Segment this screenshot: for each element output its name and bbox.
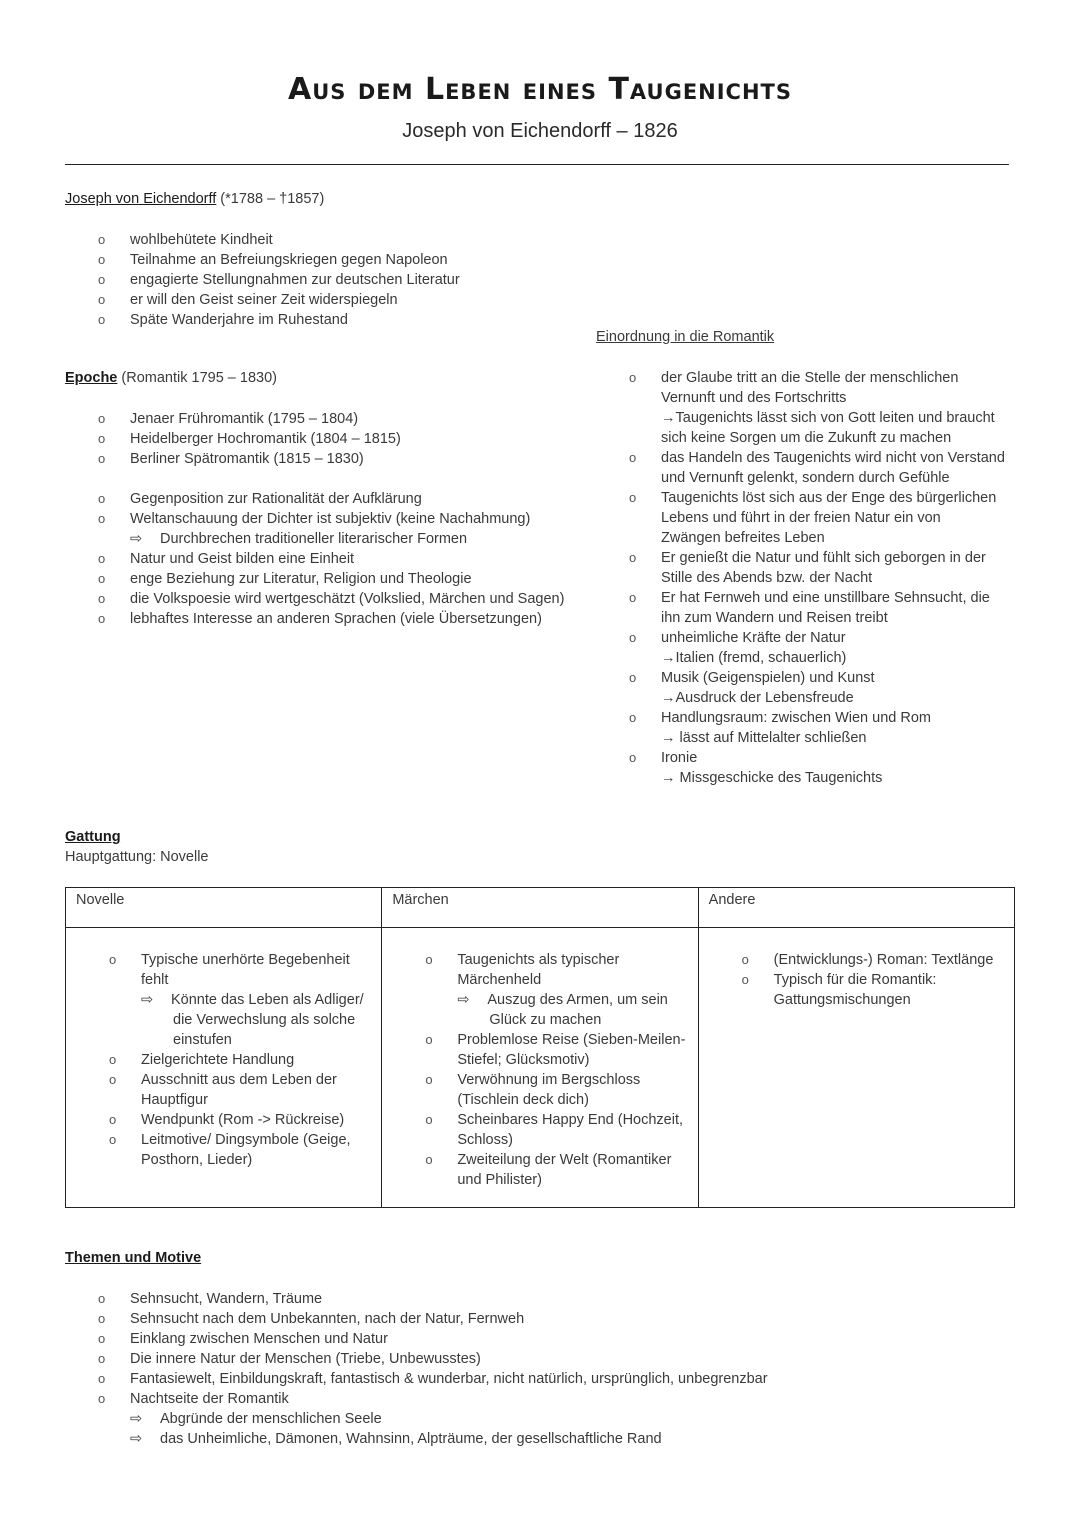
list-item: o Er genießt die Natur und fühlt sich geborgen in der xyxy=(629,550,986,566)
epoche-section-heading xyxy=(65,370,277,386)
list-item: o lebhaftes Interesse an anderen Sprachen (viele Übersetzungen) xyxy=(98,611,542,627)
bullet-icon: o xyxy=(109,952,117,967)
list-item: o Ironie xyxy=(629,750,698,766)
arrow-icon: ⇨ xyxy=(130,1411,143,1427)
list-item-continuation: Stille des Abends bzw. der Nacht xyxy=(661,570,873,586)
bullet-icon: o xyxy=(98,551,106,566)
sub-list-item-continuation: einstufen xyxy=(173,1032,232,1048)
bullet-icon: o xyxy=(98,611,106,626)
table-header-row xyxy=(66,888,1015,928)
list-item: o Teilnahme an Befreiungskriegen gegen Napoleon xyxy=(98,252,448,268)
bullet-icon: o xyxy=(98,272,106,287)
sub-list-item-continuation: Glück zu machen xyxy=(489,1012,602,1028)
list-item: o das Handeln des Taugenichts wird nicht von Verstand xyxy=(629,450,1005,466)
gattung-table xyxy=(65,887,1015,1208)
list-item-continuation: Märchenheld xyxy=(457,972,542,988)
list-item: o der Glaube tritt an die Stelle der menschlichen xyxy=(629,370,959,386)
bullet-icon: o xyxy=(98,312,106,327)
list-item-continuation: Zwängen befreites Leben xyxy=(661,530,825,546)
sub-list-item: ⇨ das Unheimliche, Dämonen, Wahnsinn, Alpträume, der gesellschaftliche Rand xyxy=(130,1431,662,1447)
arrow-icon: ⇨ xyxy=(130,531,143,547)
arrow-icon: ⇨ xyxy=(130,1431,143,1447)
list-item-continuation: Posthorn, Lieder) xyxy=(141,1152,253,1168)
sub-list-item: ⇨ Durchbrechen traditioneller literarischer Formen xyxy=(130,531,468,547)
bullet-icon: o xyxy=(98,1351,106,1366)
list-item-continuation: →Ausdruck der Lebensfreude xyxy=(661,690,854,706)
list-item: o Jenaer Frühromantik (1795 – 1804) xyxy=(98,411,359,427)
bullet-icon: o xyxy=(741,952,749,967)
table-cell-maerchen xyxy=(382,928,698,1208)
andere-list xyxy=(741,950,1004,1010)
epoche-phases-list xyxy=(98,409,401,469)
list-item: o die Volkspoesie wird wertgeschätzt (Volkslied, Märchen und Sagen) xyxy=(98,591,565,607)
list-item: o wohlbehütete Kindheit xyxy=(98,232,273,248)
list-item: o Verwöhnung im Bergschloss xyxy=(425,1072,641,1088)
list-item: o unheimliche Kräfte der Natur xyxy=(629,630,846,646)
list-item-continuation: Vernunft und des Fortschritts xyxy=(661,390,847,406)
table-cell-novelle xyxy=(66,928,382,1208)
bullet-icon: o xyxy=(629,750,637,765)
bullet-icon: o xyxy=(98,232,106,247)
bullet-icon: o xyxy=(98,571,106,586)
epoche-heading: Epoche xyxy=(65,370,118,386)
table-row xyxy=(66,928,1015,1208)
list-item: o Scheinbares Happy End (Hochzeit, xyxy=(425,1112,684,1128)
document-title: Aus dem Leben eines Taugenichts xyxy=(288,72,792,107)
list-item: o Problemlose Reise (Sieben-Meilen- xyxy=(425,1032,686,1048)
list-item: o enge Beziehung zur Literatur, Religion und Theologie xyxy=(98,571,472,587)
list-item: o Sehnsucht nach dem Unbekannten, nach der Natur, Fernweh xyxy=(98,1311,525,1327)
bullet-icon: o xyxy=(425,1072,433,1087)
table-header-novelle: Novelle xyxy=(66,888,382,928)
bullet-icon: o xyxy=(98,1391,106,1406)
bullet-icon: o xyxy=(425,1152,433,1167)
novelle-list xyxy=(109,950,371,1170)
document-subtitle: Joseph von Eichendorff – 1826 xyxy=(402,120,678,142)
sub-list-item: ⇨ Abgründe der menschlichen Seele xyxy=(130,1411,382,1427)
arrow-icon: ⇨ xyxy=(141,992,154,1008)
list-item-continuation: → Missgeschicke des Taugenichts xyxy=(661,770,883,786)
list-item: o Taugenichts löst sich aus der Enge des bürgerlichen xyxy=(629,490,997,506)
sub-list-item-continuation: die Verwechslung als solche xyxy=(173,1012,356,1028)
bullet-icon: o xyxy=(98,411,106,426)
list-item-continuation: Stiefel; Glücksmotiv) xyxy=(457,1052,590,1068)
romantik-list xyxy=(629,368,1005,788)
list-item: o Taugenichts als typischer xyxy=(425,952,620,968)
table-header-andere: Andere xyxy=(698,888,1014,928)
bullet-icon: o xyxy=(98,511,106,526)
bullet-icon: o xyxy=(109,1052,117,1067)
epoche-features-list xyxy=(98,489,565,629)
author-heading: Joseph von Eichendorff xyxy=(65,191,217,207)
list-item-continuation: Hauptfigur xyxy=(141,1092,208,1108)
list-item-continuation: Gattungsmischungen xyxy=(773,992,911,1008)
list-item: o Nachtseite der Romantik xyxy=(98,1391,289,1407)
list-item: o Berliner Spätromantik (1815 – 1830) xyxy=(98,451,364,467)
romantik-heading: Einordnung in die Romantik xyxy=(596,329,775,345)
list-item: o Gegenposition zur Rationalität der Aufklärung xyxy=(98,491,422,507)
table-cell-andere xyxy=(698,928,1014,1208)
list-item: o Fantasiewelt, Einbildungskraft, fantastisch & wunderbar, nicht natürlich, ursprünglich, unbegrenzbar xyxy=(98,1371,768,1387)
bullet-icon: o xyxy=(629,590,637,605)
list-item-continuation: sich keine Sorgen um die Zukunft zu machen xyxy=(661,430,952,446)
gattung-heading: Gattung xyxy=(65,829,121,845)
list-item-continuation: →Taugenichts lässt sich von Gott leiten und braucht xyxy=(661,410,995,426)
author-dates: (*1788 – †1857) xyxy=(216,191,325,207)
list-item: o Leitmotive/ Dingsymbole (Geige, xyxy=(109,1132,351,1148)
list-item: o Weltanschauung der Dichter ist subjektiv (keine Nachahmung) xyxy=(98,511,531,527)
bullet-icon: o xyxy=(98,451,106,466)
list-item: o Typische unerhörte Begebenheit xyxy=(109,952,350,968)
list-item-continuation: (Tischlein deck dich) xyxy=(457,1092,589,1108)
list-item: o Er hat Fernweh und eine unstillbare Sehnsucht, die xyxy=(629,590,990,606)
bullet-icon: o xyxy=(629,490,637,505)
author-section-heading xyxy=(65,191,324,207)
arrow-icon: ⇨ xyxy=(457,992,470,1008)
bullet-icon: o xyxy=(98,1371,106,1386)
list-item-continuation: fehlt xyxy=(141,972,169,988)
header-divider xyxy=(65,164,1009,165)
list-item: o (Entwicklungs-) Roman: Textlänge xyxy=(741,952,994,968)
bullet-icon: o xyxy=(98,591,106,606)
bullet-icon: o xyxy=(98,1311,106,1326)
list-item-continuation: ihn zum Wandern und Reisen treibt xyxy=(661,610,888,626)
bullet-icon: o xyxy=(98,491,106,506)
bullet-icon: o xyxy=(629,710,637,725)
list-item: o Zweiteilung der Welt (Romantiker xyxy=(425,1152,672,1168)
bullet-icon: o xyxy=(425,1112,433,1127)
author-list xyxy=(98,230,460,330)
list-item: o Musik (Geigenspielen) und Kunst xyxy=(629,670,875,686)
list-item: o Typisch für die Romantik: xyxy=(741,972,937,988)
bullet-icon: o xyxy=(425,952,433,967)
list-item: o Heidelberger Hochromantik (1804 – 1815) xyxy=(98,431,401,447)
bullet-icon: o xyxy=(98,292,106,307)
list-item: o Wendpunkt (Rom -> Rückreise) xyxy=(109,1112,345,1128)
list-item-continuation: Schloss) xyxy=(457,1132,513,1148)
list-item: o Ausschnitt aus dem Leben der xyxy=(109,1072,337,1088)
bullet-icon: o xyxy=(629,370,637,385)
list-item-continuation: Lebens und führt in der freien Natur ein von xyxy=(661,510,941,526)
bullet-icon: o xyxy=(98,252,106,267)
themen-heading: Themen und Motive xyxy=(65,1250,202,1266)
list-item: o Zielgerichtete Handlung xyxy=(109,1052,295,1068)
bullet-icon: o xyxy=(109,1072,117,1087)
bullet-icon: o xyxy=(98,1291,106,1306)
sub-list-item: ⇨ Könnte das Leben als Adliger/ xyxy=(141,992,364,1008)
bullet-icon: o xyxy=(741,972,749,987)
list-item: o er will den Geist seiner Zeit widerspiegeln xyxy=(98,292,398,308)
bullet-icon: o xyxy=(425,1032,433,1047)
gattung-subheading: Hauptgattung: Novelle xyxy=(65,849,209,865)
list-item: o Einklang zwischen Menschen und Natur xyxy=(98,1331,388,1347)
bullet-icon: o xyxy=(109,1132,117,1147)
bullet-icon: o xyxy=(629,450,637,465)
table-header-maerchen: Märchen xyxy=(382,888,698,928)
list-item-continuation: → lässt auf Mittelalter schließen xyxy=(661,730,867,746)
list-item: o Sehnsucht, Wandern, Träume xyxy=(98,1291,323,1307)
list-item-continuation: und Vernunft gelenkt, sondern durch Gefühle xyxy=(661,470,950,486)
epoche-range: (Romantik 1795 – 1830) xyxy=(117,370,277,386)
bullet-icon: o xyxy=(629,670,637,685)
list-item: o Natur und Geist bilden eine Einheit xyxy=(98,551,355,567)
list-item-continuation: →Italien (fremd, schauerlich) xyxy=(661,650,847,666)
maerchen-list xyxy=(425,950,687,1190)
bullet-icon: o xyxy=(98,1331,106,1346)
sub-list-item: ⇨ Auszug des Armen, um sein xyxy=(457,992,668,1008)
list-item: o engagierte Stellungnahmen zur deutschen Literatur xyxy=(98,272,460,288)
themen-list xyxy=(98,1289,768,1449)
bullet-icon: o xyxy=(629,550,637,565)
list-item: o Späte Wanderjahre im Ruhestand xyxy=(98,312,348,328)
list-item: o Die innere Natur der Menschen (Triebe, Unbewusstes) xyxy=(98,1351,481,1367)
list-item: o Handlungsraum: zwischen Wien und Rom xyxy=(629,710,931,726)
bullet-icon: o xyxy=(109,1112,117,1127)
list-item-continuation: und Philister) xyxy=(457,1172,542,1188)
bullet-icon: o xyxy=(98,431,106,446)
bullet-icon: o xyxy=(629,630,637,645)
